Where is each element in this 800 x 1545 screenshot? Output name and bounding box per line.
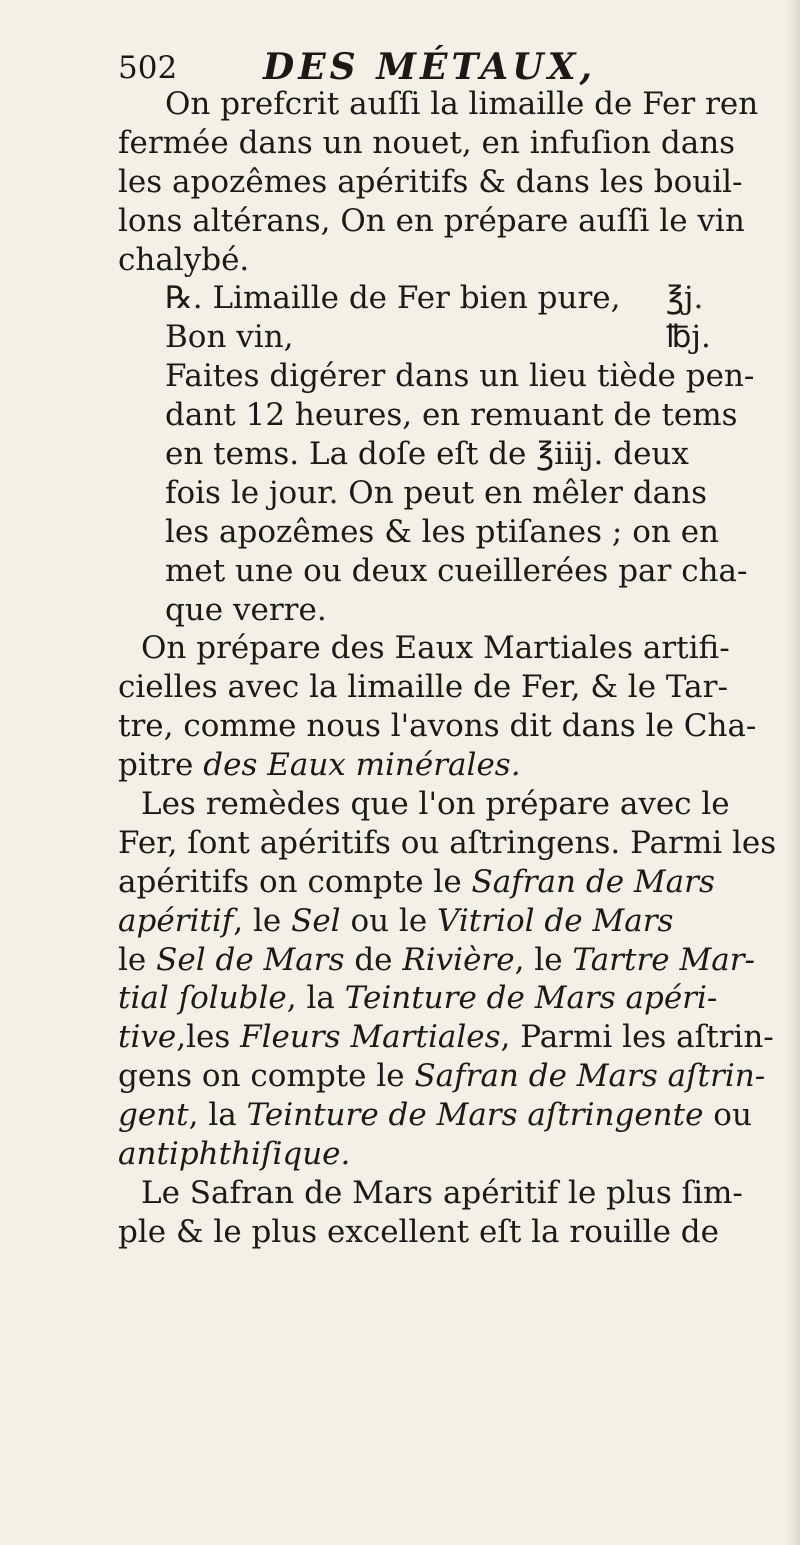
text-line: Le Safran de Mars apéritif le plus ſim-	[141, 1174, 743, 1211]
text-line	[118, 902, 758, 941]
text-line: On prefcrit auſſi la limaille de Fer ren	[165, 86, 759, 122]
text-span: apéritifs on compte le	[118, 863, 472, 900]
text-line: Faites digérer dans un lieu tiède pen-	[165, 358, 755, 395]
text-line: dant 12 heures, en remuant de tems	[165, 397, 738, 434]
running-head: DES MÉTAUX,	[263, 46, 597, 88]
italic-span: Sel	[291, 902, 341, 939]
text-line	[118, 941, 758, 980]
text-span: ou le	[340, 902, 438, 939]
text-line	[118, 1135, 758, 1174]
text-span: , le	[233, 902, 292, 939]
text-line: Fer, ſont apéritifs ou aſtringens. Parmi les	[118, 824, 777, 861]
text-line: lons altérans, On en prépare auſſi le vin	[118, 202, 745, 239]
text-line: fermée dans un nouet, en infuſion dans	[118, 124, 736, 161]
recipe-ingredient: Bon vin,	[165, 319, 294, 356]
recipe-dose: ℔j.	[666, 319, 711, 356]
text-span: gens on compte le	[118, 1058, 415, 1095]
text-line	[118, 979, 758, 1018]
text-line	[118, 1018, 774, 1057]
text-span: de	[344, 941, 403, 978]
text-line: fois le jour. On peut en mêler dans	[165, 474, 708, 511]
text-span: pitre	[118, 747, 204, 784]
text-line	[118, 863, 758, 902]
text-line: Les remèdes que l'on prépare avec le	[141, 786, 730, 823]
text-span: , la	[188, 1097, 247, 1134]
text-span: , Parmi les aſtrin-	[500, 1019, 774, 1056]
recipe-ingredient: Limaille de Fer bien pure,	[212, 280, 621, 317]
recipe-line	[118, 279, 758, 318]
italic-span: tive	[118, 1019, 177, 1056]
text-span: , la	[286, 980, 345, 1017]
italic-span: Rivière	[402, 941, 515, 978]
text-line: cielles avec la limaille de Fer, & le Tar-	[118, 669, 728, 706]
italic-span: Safran de Mars aſtrin-	[414, 1058, 766, 1095]
page-edge-shadow	[786, 0, 800, 1545]
text-line: en tems. La doſe eſt de ℥iiij. deux	[165, 436, 689, 473]
italic-span: apéritif	[118, 902, 234, 939]
italic-span: Teinture de Mars aſtringente	[246, 1097, 704, 1134]
italic-span: Vitriol de Mars	[437, 902, 674, 939]
text-span: ,les	[176, 1019, 241, 1056]
recipe-symbol: ℞.	[165, 280, 203, 317]
text-line: les apozêmes apéritifs & dans les bouil-	[118, 163, 743, 200]
text-line	[118, 1096, 758, 1135]
page-number: 502	[118, 50, 178, 86]
text-line: ple & le plus excellent eſt la rouille de	[118, 1213, 719, 1250]
italic-span: Tartre Mar-	[572, 941, 755, 978]
text-line: On prépare des Eaux Martiales artifi-	[141, 630, 730, 667]
italic-span: Fleurs Martiales	[240, 1019, 501, 1056]
italic-span: des Eaux minérales.	[203, 747, 521, 784]
text-line: que verre.	[165, 591, 327, 628]
text-span: ou	[703, 1097, 752, 1134]
italic-span: gent	[118, 1097, 189, 1134]
recipe-line	[118, 318, 758, 357]
italic-span: Sel de Mars	[156, 941, 345, 978]
text-line: tre, comme nous l'avons dit dans le Cha-	[118, 708, 757, 745]
italic-span: Teinture de Mars apéri-	[344, 980, 718, 1017]
italic-span: antiphthiſique.	[118, 1136, 351, 1173]
text-line: chalybé.	[118, 241, 250, 278]
text-line: les apozêmes & les ptiſanes ; on en	[165, 513, 720, 550]
text-span: le	[118, 941, 157, 978]
recipe-dose: ℥j.	[666, 280, 704, 317]
italic-span: tial ſoluble	[118, 980, 287, 1017]
italic-span: Safran de Mars	[471, 863, 715, 900]
text-line	[118, 1057, 766, 1096]
body-text	[118, 85, 777, 1252]
text-span: , le	[514, 941, 573, 978]
text-line	[118, 746, 758, 785]
text-line: met une ou deux cueillerées par cha-	[165, 552, 748, 589]
